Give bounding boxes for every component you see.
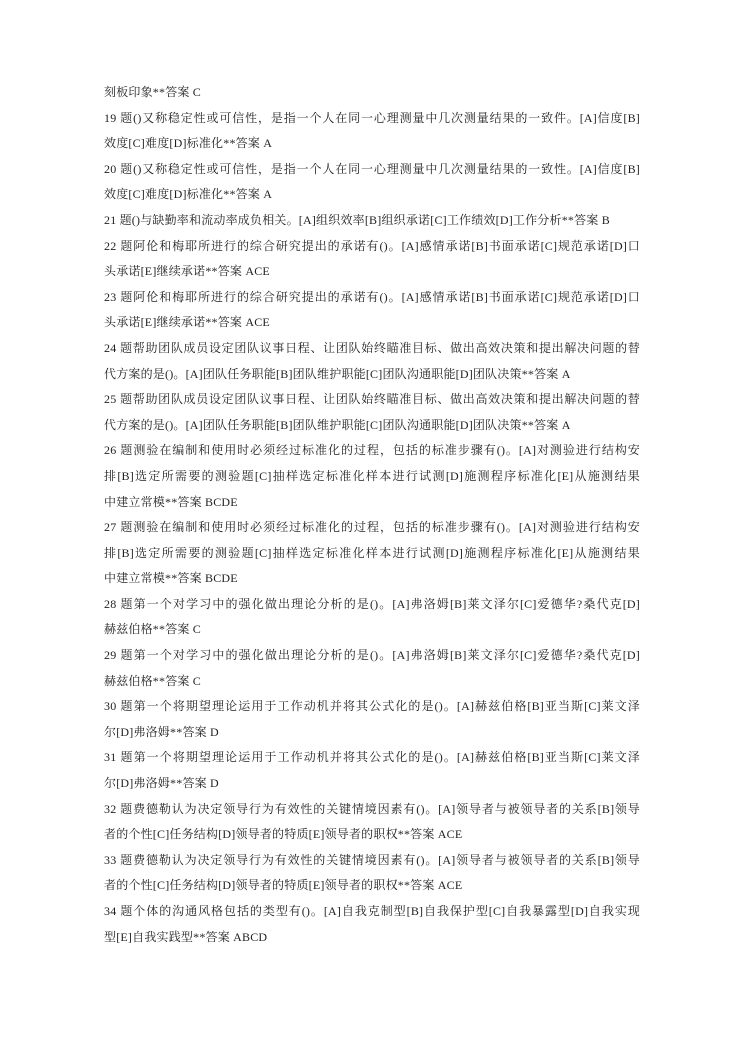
- text-line: 头承诺[E]继续承诺**答案 ACE: [104, 264, 270, 279]
- text-line: 27 题测验在编制和使用时必须经过标准化的过程，包括的标准步骤有()。[A]对测验进行结构安: [104, 520, 640, 535]
- text-line: 排[B]选定所需要的测验题[C]抽样选定标准化样本进行试测[D]施测程序标准化[E]从施测结果: [104, 545, 640, 560]
- text-line: 32 题费德勒认为决定领导行为有效性的关键情境因素有()。[A]领导者与被领导者的关系[B]领导: [104, 801, 640, 816]
- text-line: 中建立常模**答案 BCDE: [104, 571, 238, 586]
- text-line: 33 题费德勒认为决定领导行为有效性的关键情境因素有()。[A]领导者与被领导者的关系[B]领导: [104, 852, 640, 867]
- text-line: 型[E]自我实践型**答案 ABCD: [104, 929, 268, 944]
- text-line: 尔[D]弗洛姆**答案 D: [104, 724, 219, 739]
- text-line: 31 题第一个将期望理论运用于工作动机并将其公式化的是()。[A]赫兹伯格[B]亚当斯[C]莱文泽: [104, 750, 640, 765]
- question-text-block: [104, 80, 640, 950]
- text-line: 25 题帮助团队成员设定团队议事日程、让团队始终瞄准目标、做出高效决策和提出解决问题的替: [104, 392, 640, 407]
- text-line: 效度[C]难度[D]标准化**答案 A: [104, 187, 273, 202]
- text-line: 29 题第一个对学习中的强化做出理论分析的是()。[A]弗洛姆[B]莱文泽尔[C]爱德华?桑代克[D]: [104, 648, 640, 663]
- text-line: 尔[D]弗洛姆**答案 D: [104, 776, 219, 791]
- text-line: 刻板印象**答案 C: [104, 85, 202, 99]
- text-line: 28 题第一个对学习中的强化做出理论分析的是()。[A]弗洛姆[B]莱文泽尔[C]爱德华?桑代克[D]: [104, 596, 640, 611]
- text-line: 21 题()与缺勤率和流动率成负相关。[A]组织效率[B]组织承诺[C]工作绩效[D]工作分析**答案 B: [104, 212, 610, 227]
- text-line: 24 题帮助团队成员设定团队议事日程、让团队始终瞄准目标、做出高效决策和提出解决问题的替: [104, 340, 640, 355]
- text-line: 赫兹伯格**答案 C: [104, 622, 202, 637]
- text-line: 代方案的是()。[A]团队任务职能[B]团队维护职能[C]团队沟通职能[D]团队决策**答案 A: [104, 366, 571, 381]
- text-line: 30 题第一个将期望理论运用于工作动机并将其公式化的是()。[A]赫兹伯格[B]亚当斯[C]莱文泽: [104, 699, 640, 714]
- text-line: 者的个性[C]任务结构[D]领导者的特质[E]领导者的职权**答案 ACE: [104, 827, 463, 842]
- text-line: 20 题()又称稳定性或可信性，是指一个人在同一心理测量中几次测量结果的一致性。[A]信度[B]: [104, 161, 640, 176]
- text-line: 赫兹伯格**答案 C: [104, 673, 202, 688]
- text-line: 34 题个体的沟通风格包括的类型有()。[A]自我克制型[B]自我保护型[C]自我暴露型[D]自我实现: [104, 904, 640, 918]
- text-line: 排[B]选定所需要的测验题[C]抽样选定标准化样本进行试测[D]施测程序标准化[E]从施测结果: [104, 468, 640, 483]
- text-line: 者的个性[C]任务结构[D]领导者的特质[E]领导者的职权**答案 ACE: [104, 878, 463, 893]
- text-line: 23 题阿伦和梅耶所进行的综合研究提出的承诺有()。[A]感情承诺[B]书面承诺[C]规范承诺[D]口: [104, 289, 640, 304]
- text-line: 19 题()又称稳定性或可信性，是指一个人在同一心理测量中几次测量结果的一致件。[A]信度[B]: [104, 110, 640, 125]
- text-line: 26 题测验在编制和使用时必须经过标准化的过程，包括的标准步骤有()。[A]对测验进行结构安: [104, 443, 640, 458]
- text-line: 22 题阿伦和梅耶所进行的综合研究提出的承诺有()。[A]感情承诺[B]书面承诺[C]规范承诺[D]口: [104, 238, 640, 253]
- text-line: 中建立常模**答案 BCDE: [104, 494, 238, 509]
- text-line: 头承诺[E]继续承诺**答案 ACE: [104, 315, 270, 330]
- text-line: 效度[C]难度[D]标准化**答案 A: [104, 136, 273, 151]
- text-line: 代方案的是()。[A]团队任务职能[B]团队维护职能[C]团队沟通职能[D]团队决策**答案 A: [104, 417, 571, 432]
